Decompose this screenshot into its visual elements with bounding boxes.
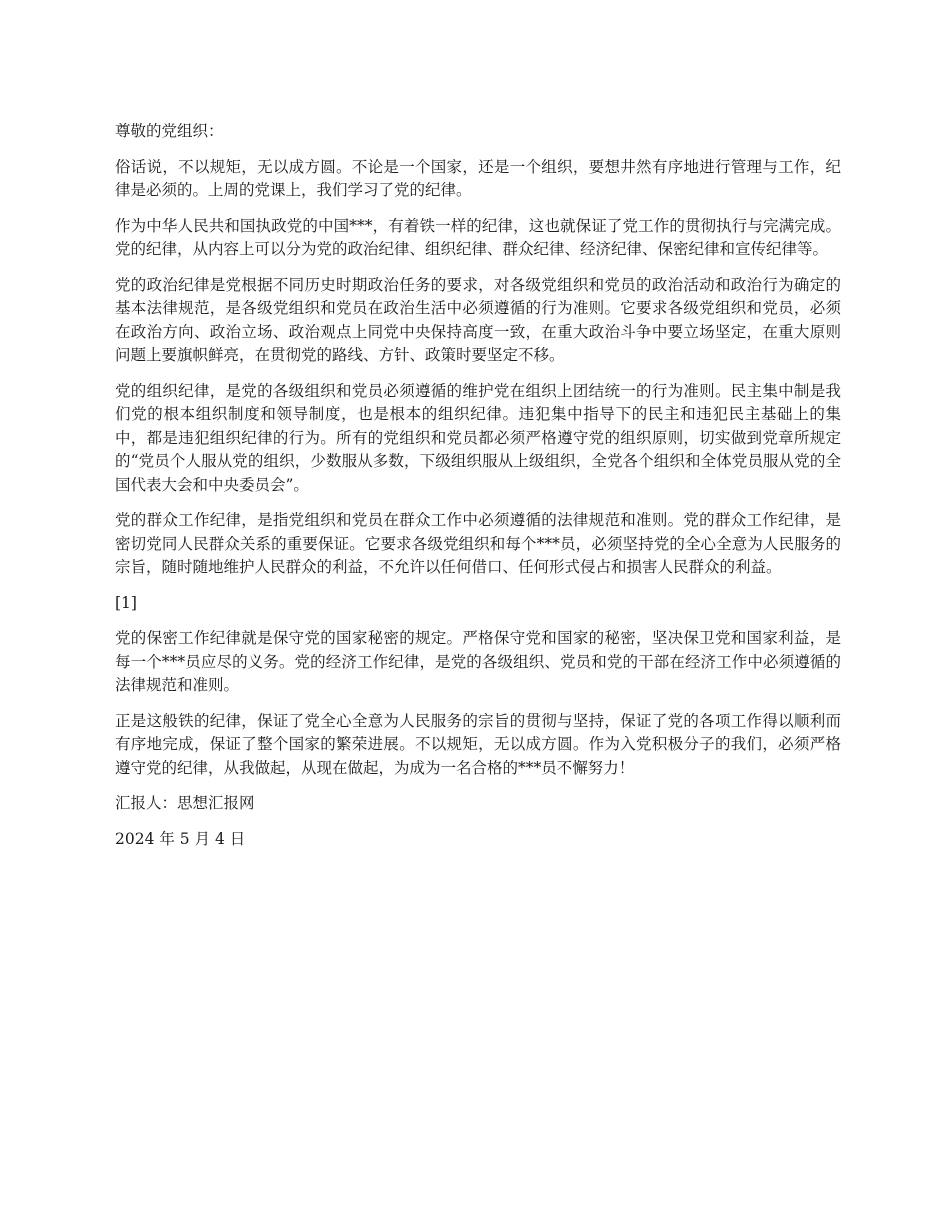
salutation: 尊敬的党组织： (115, 122, 224, 140)
paragraph: 党的保密工作纪律就是保守党的国家秘密的规定。严格保守党和国家的秘密，坚决保卫党和国家利益，是每一个***员应尽的义务。党的经济工作纪律，是党的各级组织、党员和党的干部在经济工作中必须遵循的法律规范和准则。 (115, 629, 841, 694)
footnote-marker: [1] (115, 593, 137, 612)
paragraph: 俗话说，不以规矩，无以成方圆。不论是一个国家，还是一个组织，要想井然有序地进行管理与工作，纪律是必须的。上周的党课上，我们学习了党的纪律。 (115, 157, 841, 199)
paragraph: 党的群众工作纪律，是指党组织和党员在群众工作中必须遵循的法律规范和准则。党的群众工作纪律，是密切党同人民群众关系的重要保证。它要求各级党组织和每个***员，必须坚持党的全心全意为人民服务的宗旨，随时随地维护人民群众的利益，不允许以任何借口、任何形式侵占和损害人民群众的利益。 (115, 511, 841, 576)
paragraph: 作为中华人民共和国执政党的中国***，有着铁一样的纪律，这也就保证了党工作的贯彻执行与完满完成。党的纪律，从内容上可以分为党的政治纪律、组织纪律、群众纪律、经济纪律、保密纪律和宣传纪律等。 (115, 216, 841, 258)
paragraph: 党的政治纪律是党根据不同历史时期政治任务的要求，对各级党组织和党员的政治活动和政治行为确定的基本法律规范，是各级党组织和党员在政治生活中必须遵循的行为准则。它要求各级党组织和党员，必须在政治方向、政治立场、政治观点上同党中央保持高度一致，在重大政治斗争中要立场坚定，在重大原则问题上要旗帜鲜亮，在贯彻党的路线、方针、政策时要坚定不移。 (115, 275, 841, 364)
document-page (115, 120, 841, 863)
reporter-signature: 汇报人：思想汇报网 (115, 794, 255, 812)
paragraph: 正是这般铁的纪律，保证了党全心全意为人民服务的宗旨的贯彻与坚持，保证了党的各项工作得以顺利而有序地完成，保证了整个国家的繁荣进展。不以规矩，无以成方圆。作为入党积极分子的我们，必须严格遵守党的纪律，从我做起，从现在做起，为成为一名合格的***员不懈努力！ (115, 711, 841, 777)
paragraph: 党的组织纪律，是党的各级组织和党员必须遵循的维护党在组织上团结统一的行为准则。民主集中制是我们党的根本组织制度和领导制度，也是根本的组织纪律。违犯集中指导下的民主和违犯民主基础上的集中，都是违犯组织纪律的行为。所有的党组织和党员都必须严格遵守党的组织原则，切实做到党章所规定的“党员个人服从党的组织，少数服从多数，下级组织服从上级组织，全党各个组织和全体党员服从党的全国代表大会和中央委员会”。 (115, 381, 841, 494)
report-date: 2024 年 5 月 4 日 (115, 829, 246, 848)
